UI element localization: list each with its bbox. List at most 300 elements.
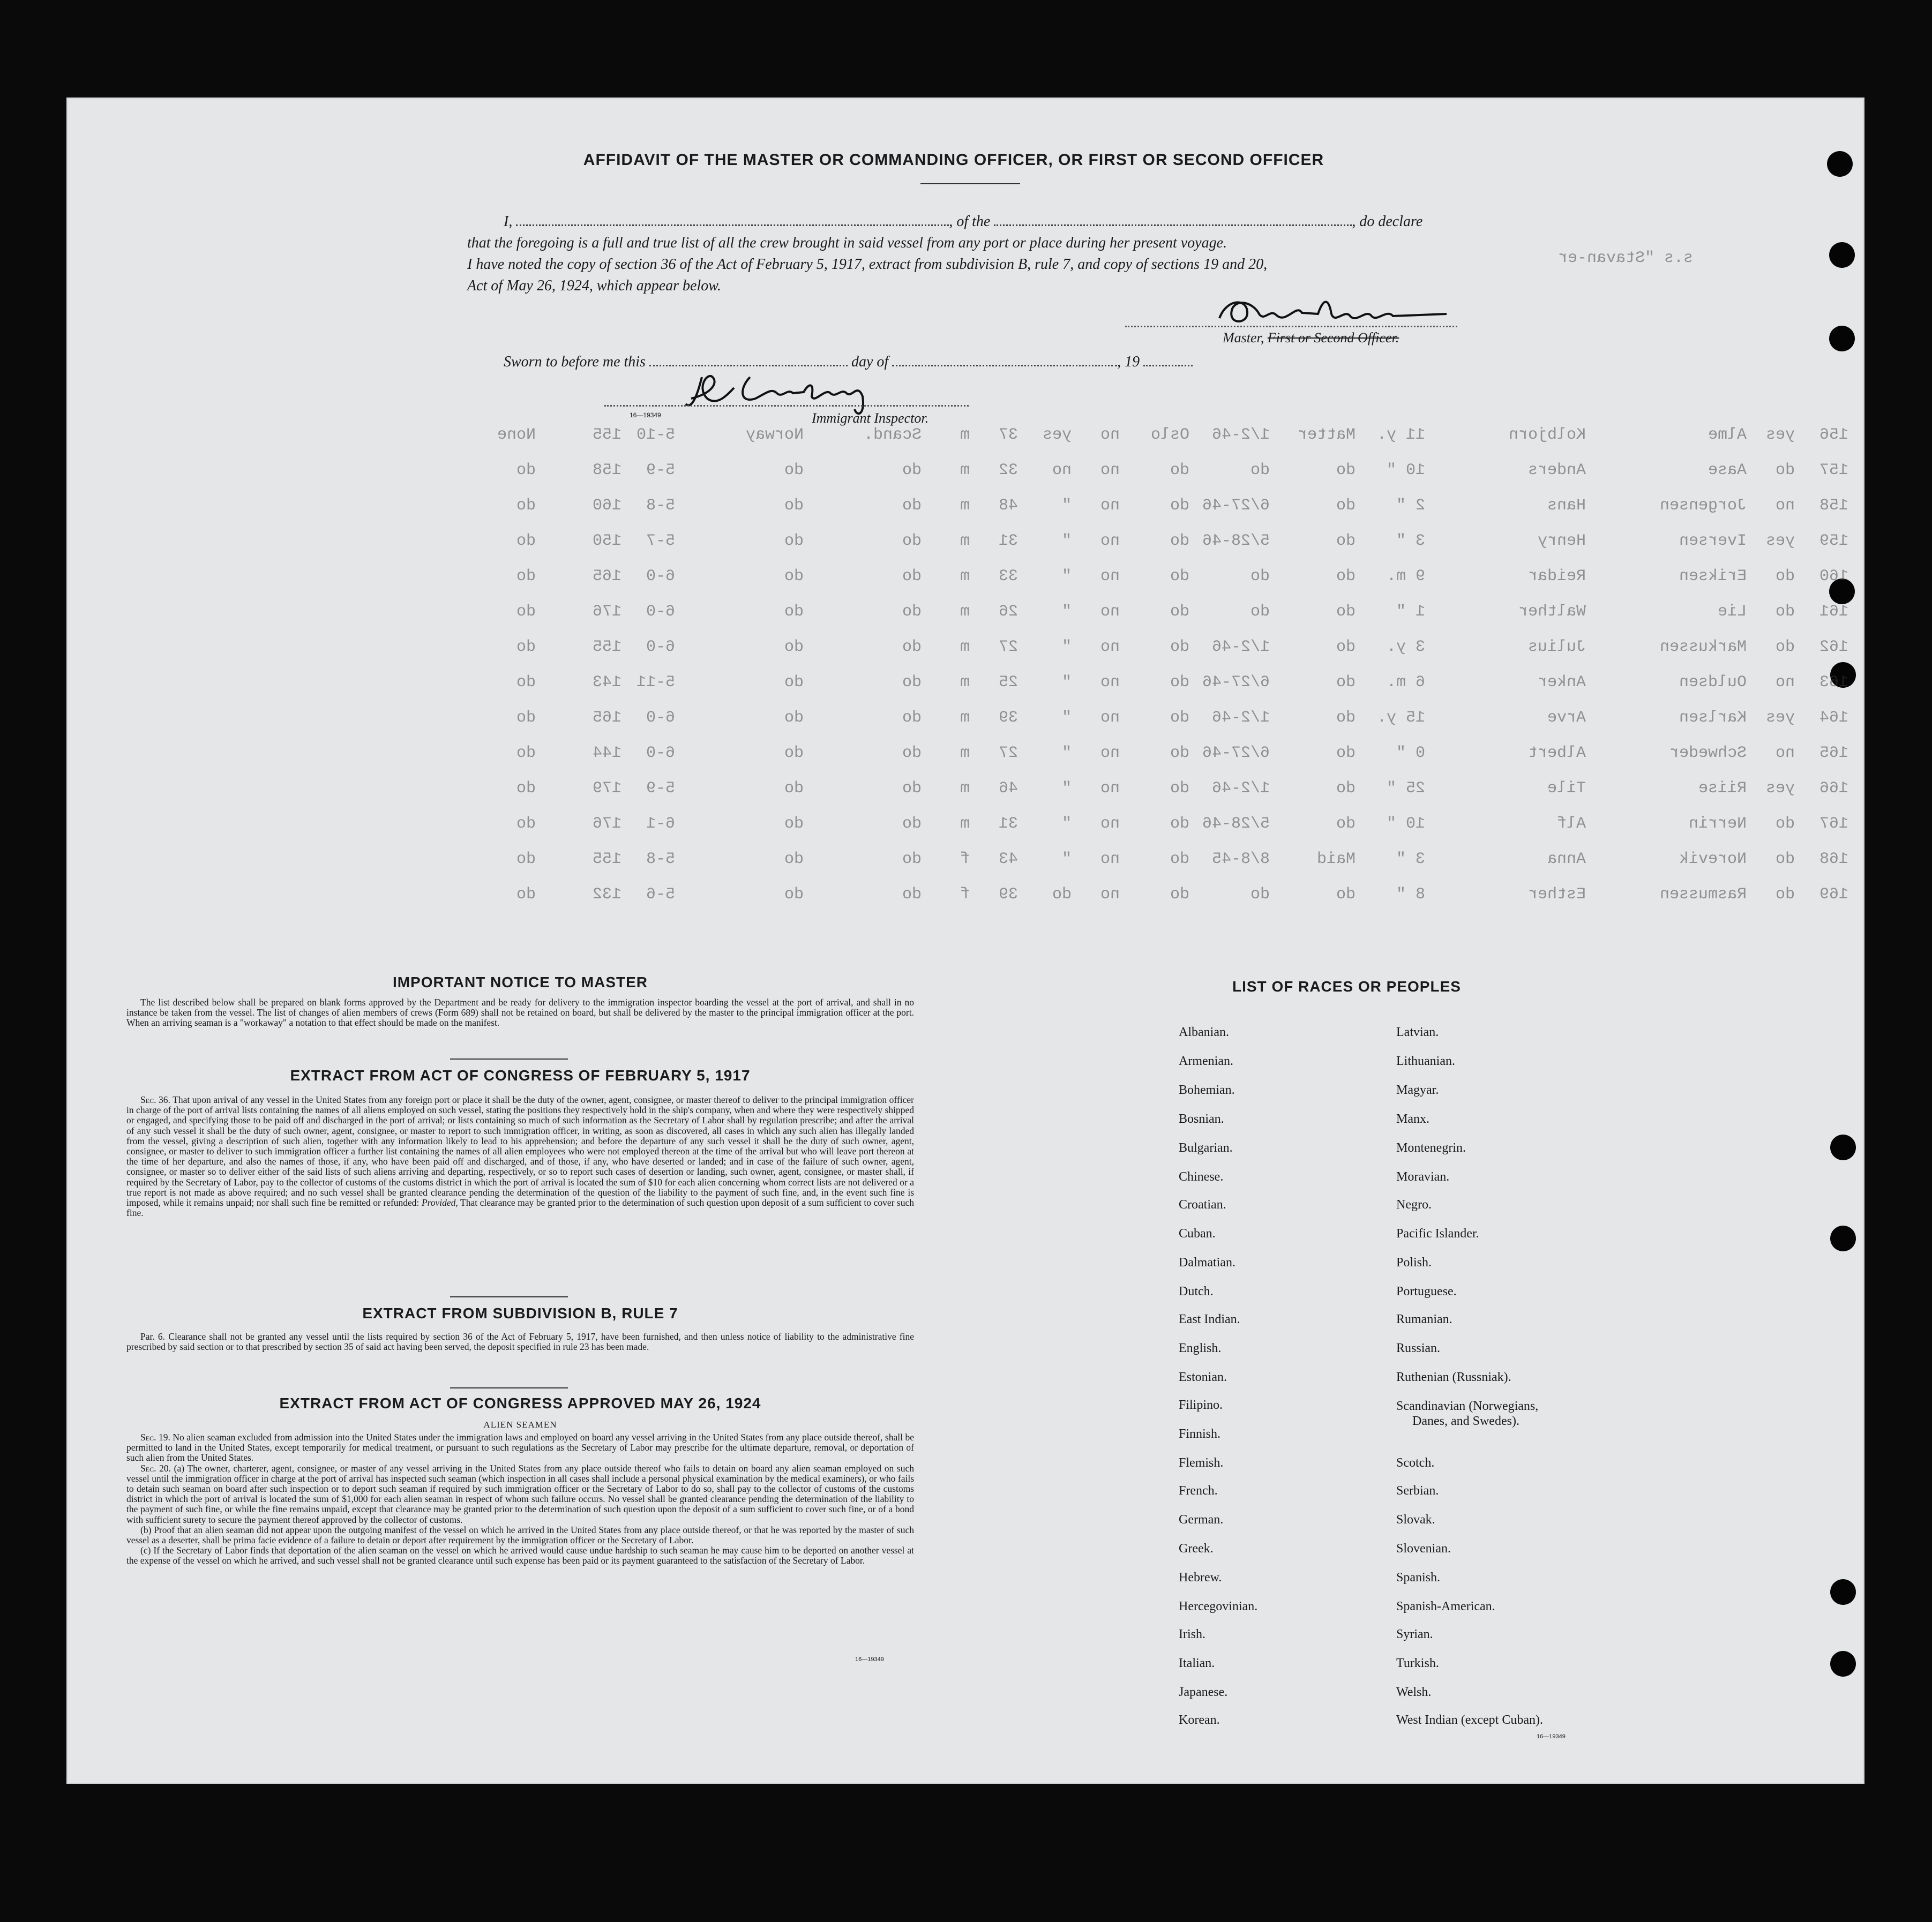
bleed-cell: 5-10 [636, 426, 675, 444]
bleed-cell: 150 [592, 532, 621, 550]
sworn-month-blank[interactable] [892, 354, 1117, 366]
sec19-label: Sec. 19. [140, 1432, 170, 1443]
bleed-cell: 48 [998, 497, 1018, 515]
bleed-cell: 1 " [1396, 603, 1425, 621]
bleed-cell: do [902, 885, 922, 904]
race-item: Bohemian. [1179, 1083, 1235, 1097]
bleed-cell: 132 [592, 885, 621, 904]
bleed-cell: f [960, 850, 970, 868]
sec20b-paragraph: (b) Proof that an alien seaman did not appear upon the outgoing manifest of the vessel on which he arrived in the United States from any place outside thereof, or that he was reported by the master of such vessel as a deserter, shall be prima facie evidence of a failure to detain or deport after requirement by the immigration officer or the Secretary of Labor. [126, 1524, 914, 1546]
bleed-cell: yes [1765, 426, 1795, 444]
bleed-cell: do [516, 709, 536, 727]
extract2-heading: EXTRACT FROM SUBDIVISION B, RULE 7 [362, 1305, 678, 1322]
bleed-cell: no [1100, 461, 1120, 479]
bleed-cell: do [1170, 673, 1189, 692]
extract1-proviso: That clearance may be granted prior to the determination of such question upon deposit of a sum sufficient to cover such fine. [126, 1197, 915, 1219]
bleed-cell: do [1775, 603, 1795, 621]
bleed-cell: do [1170, 744, 1189, 762]
bleed-cell: no [1100, 673, 1120, 692]
bleed-cell: Arve [1547, 709, 1586, 727]
bleed-cell: do [1170, 497, 1189, 515]
bleed-cell: " [1061, 603, 1072, 621]
bleed-cell: 46 [998, 779, 1018, 798]
bleed-cell: do [516, 885, 536, 904]
race-item: Albanian. [1179, 1025, 1229, 1039]
bleed-cell: " [1061, 709, 1072, 727]
race-item: Montenegrin. [1396, 1141, 1466, 1155]
bleed-cell: 165 [592, 567, 621, 585]
bleed-cell: do [516, 532, 536, 550]
race-item: Welsh. [1396, 1685, 1432, 1699]
sec19-paragraph [126, 1432, 914, 1463]
bleed-cell: 143 [592, 673, 621, 692]
bleed-cell: Norway [745, 426, 804, 444]
affidavit-title: AFFIDAVIT OF THE MASTER OR COMMANDING OFFICER, OR FIRST OR SECOND OFFICER [583, 151, 1324, 169]
affidavit-i: I, [504, 213, 513, 230]
extract1-text [126, 1095, 914, 1218]
bleed-cell: 158 [592, 461, 621, 479]
bleed-cell: 165 [1819, 744, 1848, 762]
bleed-cell: 5-9 [646, 461, 675, 479]
punch-hole [1830, 662, 1856, 688]
race-item: Scandinavian (Norwegians, [1396, 1399, 1539, 1413]
bleed-cell: yes [1765, 779, 1795, 798]
bleed-cell: no [1775, 673, 1795, 692]
race-item: Polish. [1396, 1256, 1432, 1270]
bleed-cell: 155 [592, 426, 621, 444]
bleed-cell: Anker [1537, 673, 1586, 692]
bleed-cell: no [1100, 567, 1120, 585]
bleed-cell: 2 " [1396, 497, 1425, 515]
bleed-cell: 157 [1819, 461, 1848, 479]
vessel-blank[interactable] [994, 214, 1352, 226]
bleed-cell: 39 [998, 885, 1018, 904]
bleed-cell: do [902, 497, 922, 515]
bleed-cell: do [516, 638, 536, 656]
bleed-cell: do [902, 532, 922, 550]
bleed-cell: do [784, 885, 804, 904]
bleed-cell: 15 y. [1376, 709, 1425, 727]
master-signature [1216, 292, 1452, 330]
section-rule [450, 1058, 568, 1060]
bleed-cell: do [1336, 497, 1356, 515]
bleed-cell: 31 [998, 532, 1018, 550]
title-rule [920, 183, 1020, 184]
affidavit-of-the: , of the [949, 213, 991, 230]
bleed-cell: do [1336, 744, 1356, 762]
bleed-cell: Jorgensen [1659, 497, 1747, 515]
bleed-cell: do [784, 497, 804, 515]
bleed-cell: do [1250, 603, 1270, 621]
bleed-cell: 6-1 [646, 815, 675, 833]
bleed-cell: m [960, 744, 970, 762]
bleed-cell: 33 [998, 567, 1018, 585]
form-code-left: 16—19349 [855, 1656, 884, 1663]
bleed-cell: do [784, 673, 804, 692]
bleed-cell: do [1170, 567, 1189, 585]
bleed-cell: 11 y. [1376, 426, 1425, 444]
extract1-body: That upon arrival of any vessel in the United States from any foreign port or place it shall be the duty of the owner, agent, consignee, or master thereof to deliver to the principal immigration officer in charge of the port of arrival lists containing the names of all aliens employed on such vessel, stating the positions they respectively hold in the ship's company, when and where they were respectively shipped or engaged, and specifying those to be paid off and discharged in the port of arrival; or lists containing so much of such information as the Secretary of Labor shall by regulation prescribe; and after the arrival of any such vessel it shall be the duty of such owner, agent, consignee, or master to report to such immigration officer, in writing, as soon as discovered, all cases in which any such alien has illegally landed from the vessel, giving a description of such alien, together with any information likely to lead to his apprehension; and before the departure of any such vessel it shall be the duty of such owner, agent, consignee, or master to deliver to such immigration officer a further list containing the names of all alien employees who were not employed thereon at the time of the arrival but who will leave port thereon at the time of her departure, and also the names of those, if any, who have been paid off and discharged, and of those, if any, who have deserted or landed; and in case of the failure of such owner, agent, consignee, or master so to deliver either of the said lists of such aliens arriving and departing, respectively, or so to report such cases of desertion or landing, such owner, agent, consignee, or master shall, if required by the Secretary of Labor, pay to the collector of customs of the customs district in which the port of arrival is located the sum of $10 for each alien concerning whom correct lists are not delivered or a true report is not made as above required; and no such vessel shall be granted clearance pending the determination of the question of the liability to the payment of such fine, and, in the event such fine is imposed, while it remains unpaid; nor shall such fine be remitted or refunded: [126, 1094, 914, 1208]
notice-text: The list described below shall be prepared on blank forms approved by the Department and be ready for delivery to the immigration inspector boarding the vessel at the port of arrival, and shall in no instance be taken from the vessel. The list of changes of alien members of crews (Form 689) shall not be retained on board, but shall be delivered by the master to the principal immigration officer at the port. When an arriving seaman is a "workaway" a notation to that effect should be made on the manifest. [126, 997, 914, 1028]
bleed-cell: m [960, 638, 970, 656]
bleed-cell: Anders [1527, 461, 1586, 479]
bleed-cell: do [1170, 638, 1189, 656]
bleed-cell: 164 [1819, 709, 1848, 727]
punch-hole [1829, 579, 1855, 604]
bleed-cell: do [902, 815, 922, 833]
bleed-cell: no [1100, 850, 1120, 868]
bleed-cell: do [1336, 885, 1356, 904]
bleed-cell: 161 [1819, 603, 1848, 621]
sec19-body: No alien seaman excluded from admission into the United States under the immigration laws and employed on board any vessel arriving in the United States from any place outside thereof, shall be permitted to land in the United States, except temporarily for medical treatment, or pursuant to such regulations as the Secretary of Labor may prescribe for the ultimate departure, removal, or deportation of such alien from the United States. [126, 1432, 915, 1463]
race-item: Slovak. [1396, 1513, 1435, 1527]
bleed-cell: do [516, 744, 536, 762]
bleed-cell: Norevik [1679, 850, 1747, 868]
bleed-cell: Markussen [1659, 638, 1747, 656]
race-item: Russian. [1396, 1341, 1441, 1355]
bleed-cell: no [1100, 497, 1120, 515]
race-item: Cuban. [1179, 1227, 1216, 1241]
bleed-cell: do [784, 461, 804, 479]
bleed-cell: do [1775, 461, 1795, 479]
sworn-year-blank[interactable] [1143, 354, 1193, 366]
bleed-cell: do [1775, 815, 1795, 833]
bleed-cell: do [784, 709, 804, 727]
bleed-cell: 6-0 [646, 603, 675, 621]
sec20c-paragraph: (c) If the Secretary of Labor finds that deportation of the alien seaman on the vessel on which he arrived would cause undue hardship to such seaman he may cause him to be deported on another vessel at the expense of the vessel on which he arrived, and such vessel shall not be granted clearance until such expense has been paid or its payment guaranteed to the satisfaction of the Secretary of Labor. [126, 1545, 914, 1566]
sworn-day-blank[interactable] [649, 354, 848, 366]
bleed-cell: 5-8 [646, 850, 675, 868]
bleed-cell: Henry [1537, 532, 1586, 550]
bleed-cell: " [1061, 567, 1072, 585]
bleed-cell: 5-7 [646, 532, 675, 550]
bleed-cell: do [784, 850, 804, 868]
race-item: Spanish-American. [1396, 1600, 1495, 1613]
bleed-cell: 37 [998, 426, 1018, 444]
race-item: Syrian. [1396, 1627, 1433, 1641]
bleed-cell: 144 [592, 744, 621, 762]
bleed-cell: no [1100, 815, 1120, 833]
bleed-cell: Rasmussen [1659, 885, 1747, 904]
form-code-right: 16—19349 [1537, 1733, 1566, 1740]
bleed-cell: do [1775, 885, 1795, 904]
bleed-cell: 169 [1819, 885, 1848, 904]
bleed-cell: do [784, 638, 804, 656]
bleed-cell: 8 " [1396, 885, 1425, 904]
bleed-cell: Maid [1316, 850, 1356, 868]
race-item: Spanish. [1396, 1571, 1441, 1585]
bleed-cell: do [1170, 603, 1189, 621]
bleed-cell: 156 [1819, 426, 1848, 444]
bleed-cell: do [1052, 885, 1072, 904]
bleed-cell: 1/2-46 [1211, 709, 1270, 727]
bleed-cell: do [784, 815, 804, 833]
bleed-cell: do [1775, 567, 1795, 585]
bleed-cell: m [960, 709, 970, 727]
master-signature-line [1125, 326, 1457, 327]
bleed-cell: do [784, 779, 804, 798]
bleed-cell: " [1061, 779, 1072, 798]
affidavit-line-3: I have noted the copy of section 36 of the Act of February 5, 1917, extract from subdivision B, rule 7, and copy of sections 19 and 20, [467, 256, 1268, 273]
bleed-cell: do [1336, 603, 1356, 621]
bleed-cell: no [1775, 744, 1795, 762]
sec20a-body: (a) The owner, charterer, agent, consignee, or master of any vessel arriving in the United States from any place outside thereof who fails to detain on board any alien seaman employed on such vessel until the immigration officer in charge at the port of arrival has inspected such seaman (which inspection in all cases shall include a personal physical examination by the medical examiners), or who fails to detain such seaman on board after such inspection or to deport such seaman if required by such immigration officer or the Secretary of Labor to do so, shall pay to the collector of customs of the customs district in which the port of arrival is located the sum of $1,000 for each alien seaman in respect of whom such failure occurs. No vessel shall be granted clearance pending the determination of the liability to the payment of such fine, or while the fine remains unpaid, except that clearance may be granted prior to the determination of such question upon the deposit of a sum sufficient to cover such fine, or of a bond with sufficient surety to secure the payment thereof approved by the collector of customs. [126, 1462, 914, 1525]
bleed-cell: 27 [998, 638, 1018, 656]
bleed-cell: do [1170, 850, 1189, 868]
bleed-cell: 6-0 [646, 709, 675, 727]
bleed-cell: do [1775, 638, 1795, 656]
bleed-cell: do [1170, 461, 1189, 479]
master-label-struck: First or Second Officer. [1267, 330, 1399, 346]
bleed-cell: no [1100, 426, 1120, 444]
bleed-cell: 179 [592, 779, 621, 798]
race-item: German. [1179, 1513, 1224, 1527]
bleed-cell: 25 " [1386, 779, 1425, 798]
punch-hole [1830, 1579, 1856, 1605]
bleed-cell: no [1052, 461, 1072, 479]
affidavit-line-4: Act of May 26, 1924, which appear below. [467, 277, 721, 294]
bleed-cell: None [497, 426, 536, 444]
bleed-cell: do [902, 461, 922, 479]
bleed-cell: 160 [1819, 567, 1848, 585]
bleed-cell: 9 m. [1386, 567, 1425, 585]
bleed-cell: 163 [1819, 673, 1848, 692]
bleed-cell: 167 [1819, 815, 1848, 833]
bleed-cell: do [516, 461, 536, 479]
punch-hole [1827, 151, 1853, 177]
bleed-cell: " [1061, 497, 1072, 515]
bleed-cell: do [1170, 532, 1189, 550]
race-item: Turkish. [1396, 1656, 1439, 1670]
affidavit-declare: , do declare [1352, 213, 1423, 230]
bleed-cell: 26 [998, 603, 1018, 621]
bleed-cell: 10 " [1386, 461, 1425, 479]
race-item: Dalmatian. [1179, 1256, 1235, 1270]
section-rule [450, 1296, 568, 1297]
bleed-cell: 6-0 [646, 567, 675, 585]
bleed-cell: Matter [1297, 426, 1356, 444]
bleed-cell: m [960, 461, 970, 479]
inspector-form-code: 16—19349 [630, 411, 661, 419]
bleed-cell: Riise [1698, 779, 1747, 798]
bleed-cell: do [902, 744, 922, 762]
bleed-cell: 3 " [1396, 850, 1425, 868]
bleed-cell: do [1336, 532, 1356, 550]
bleed-cell: m [960, 532, 970, 550]
bleed-cell: 39 [998, 709, 1018, 727]
race-item: Japanese. [1179, 1685, 1228, 1699]
bleed-cell: Lie [1717, 603, 1747, 621]
bleed-cell: Tile [1547, 779, 1586, 798]
race-item: Bulgarian. [1179, 1141, 1233, 1155]
bleed-cell: no [1100, 638, 1120, 656]
bleed-cell: Hans [1547, 497, 1586, 515]
bleed-cell: do [516, 815, 536, 833]
bleed-cell: 5-11 [636, 673, 675, 692]
bleed-cell: 166 [1819, 779, 1848, 798]
bleed-cell: " [1061, 532, 1072, 550]
bleed-cell: no [1100, 603, 1120, 621]
bleed-cell: no [1100, 709, 1120, 727]
race-item: Bosnian. [1179, 1112, 1224, 1126]
race-item: English. [1179, 1341, 1222, 1355]
bleed-cell: do [1170, 779, 1189, 798]
extract2-sec-label: Par. 6. [140, 1331, 166, 1342]
race-item: French. [1179, 1484, 1218, 1498]
extract3-subheading: ALIEN SEAMEN [483, 1420, 557, 1430]
bleed-cell: 32 [998, 461, 1018, 479]
bleed-cell: do [516, 779, 536, 798]
bleed-cell: m [960, 567, 970, 585]
bleed-cell: 6/27-46 [1202, 673, 1270, 692]
bleed-cell: 5/28-46 [1202, 532, 1270, 550]
extract1-proviso-label: Provided, [421, 1197, 458, 1208]
bleed-cell: do [1336, 673, 1356, 692]
bleed-cell: do [1170, 709, 1189, 727]
bleed-cell: do [784, 567, 804, 585]
bleed-cell: 155 [592, 638, 621, 656]
bleed-cell: 176 [592, 603, 621, 621]
bleed-cell: Nerrin [1688, 815, 1747, 833]
race-item: Greek. [1179, 1542, 1214, 1556]
bleed-cell: 165 [592, 709, 621, 727]
bleed-cell: Kolbjorn [1508, 426, 1586, 444]
race-item: Latvian. [1396, 1025, 1439, 1039]
bleed-cell: Anna [1547, 850, 1586, 868]
bleed-cell: yes [1765, 532, 1795, 550]
extract1-heading: EXTRACT FROM ACT OF CONGRESS OF FEBRUARY 5, 1917 [290, 1067, 751, 1084]
punch-hole [1830, 1226, 1856, 1251]
bleed-cell: 159 [1819, 532, 1848, 550]
race-item: Negro. [1396, 1198, 1432, 1212]
race-item: Estonian. [1179, 1370, 1227, 1384]
bleed-cell: 160 [592, 497, 621, 515]
race-item: Irish. [1179, 1627, 1205, 1641]
bleed-cell: 6-0 [646, 638, 675, 656]
bleed-cell: " [1061, 815, 1072, 833]
bleed-cell: no [1100, 885, 1120, 904]
race-item: Korean. [1179, 1713, 1220, 1727]
bleed-cell: do [902, 779, 922, 798]
bleed-cell: Julius [1527, 638, 1586, 656]
bleed-cell: do [516, 567, 536, 585]
race-item: Hercegovinian. [1179, 1600, 1258, 1613]
bleed-cell: do [1250, 461, 1270, 479]
race-item: Magyar. [1396, 1083, 1439, 1097]
bleed-cell: 6-0 [646, 744, 675, 762]
bleed-cell: 155 [592, 850, 621, 868]
bleed-cell: do [1250, 567, 1270, 585]
bleed-cell: no [1775, 497, 1795, 515]
punch-hole [1829, 242, 1855, 268]
bleed-cell: do [1336, 779, 1356, 798]
bleed-cell: " [1061, 673, 1072, 692]
sworn-day-of: day of [851, 354, 889, 370]
bleed-cell: 176 [592, 815, 621, 833]
sec20-label: Sec. 20. [140, 1462, 171, 1474]
bleed-cell: do [902, 638, 922, 656]
bleed-cell: Iversen [1679, 532, 1747, 550]
bleed-cell: 1/2-46 [1211, 426, 1270, 444]
bleed-cell: 6 m. [1386, 673, 1425, 692]
bleed-cell: " [1061, 850, 1072, 868]
punch-hole [1829, 326, 1855, 351]
race-item: Rumanian. [1396, 1312, 1452, 1326]
bleed-cell: m [960, 779, 970, 798]
bleed-cell: 5-8 [646, 497, 675, 515]
bleed-cell: Albert [1527, 744, 1586, 762]
bleed-cell: 5/28-46 [1202, 815, 1270, 833]
name-blank[interactable] [516, 214, 949, 226]
race-item: Portuguese. [1396, 1285, 1457, 1298]
bleed-cell: yes [1042, 426, 1072, 444]
sworn-year: , 19 [1117, 354, 1140, 370]
race-item: Hebrew. [1179, 1571, 1222, 1585]
punch-hole [1830, 1135, 1856, 1160]
bleed-cell: Walther [1518, 603, 1586, 621]
race-item: West Indian (except Cuban). [1396, 1713, 1543, 1727]
section-rule [450, 1387, 568, 1388]
bleed-cell: Oslo [1150, 426, 1189, 444]
race-item: Dutch. [1179, 1285, 1214, 1298]
bleed-cell: m [960, 815, 970, 833]
race-item: Manx. [1396, 1112, 1429, 1126]
bleed-cell: 162 [1819, 638, 1848, 656]
races-heading: LIST OF RACES OR PEOPLES [1232, 978, 1461, 995]
extract2-text [126, 1332, 914, 1352]
bleed-cell: do [784, 744, 804, 762]
bleed-cell: do [902, 709, 922, 727]
bleed-cell: do [784, 532, 804, 550]
extract3-text [126, 1432, 914, 1566]
bleed-cell: do [784, 603, 804, 621]
bleed-cell: no [1100, 779, 1120, 798]
bleed-cell: do [1170, 885, 1189, 904]
bleed-cell: do [1170, 815, 1189, 833]
race-item: Lithuanian. [1396, 1054, 1455, 1068]
bleed-cell: 43 [998, 850, 1018, 868]
race-item: Filipino. [1179, 1398, 1223, 1412]
bleed-cell: " [1061, 638, 1072, 656]
inspector-signature-line [604, 405, 969, 407]
bleed-cell: do [902, 850, 922, 868]
bleed-cell: no [1100, 744, 1120, 762]
bleed-cell: do [516, 673, 536, 692]
bleed-cell: Karlsen [1679, 709, 1747, 727]
bleed-cell: 27 [998, 744, 1018, 762]
bleed-cell: do [902, 603, 922, 621]
bleed-cell: 25 [998, 673, 1018, 692]
bleed-cell: yes [1765, 709, 1795, 727]
bleed-cell: 1/2-46 [1211, 638, 1270, 656]
bleed-cell: Alme [1708, 426, 1747, 444]
affidavit-line-1 [467, 213, 1485, 230]
bleed-cell: do [902, 673, 922, 692]
master-label [1223, 330, 1399, 346]
bleed-cell: do [1336, 638, 1356, 656]
bleed-cell: m [960, 426, 970, 444]
bleed-cell: Ouldsen [1679, 673, 1747, 692]
sworn-prefix: Sworn to before me this [504, 354, 646, 370]
punch-hole [1830, 1651, 1856, 1677]
race-item: Finnish. [1179, 1427, 1221, 1441]
race-item: Pacific Islander. [1396, 1227, 1479, 1241]
bleed-cell: 0 " [1396, 744, 1425, 762]
bleed-cell: 5-6 [646, 885, 675, 904]
race-item: Serbian. [1396, 1484, 1439, 1498]
bleed-cell: do [516, 603, 536, 621]
race-item: Italian. [1179, 1656, 1215, 1670]
